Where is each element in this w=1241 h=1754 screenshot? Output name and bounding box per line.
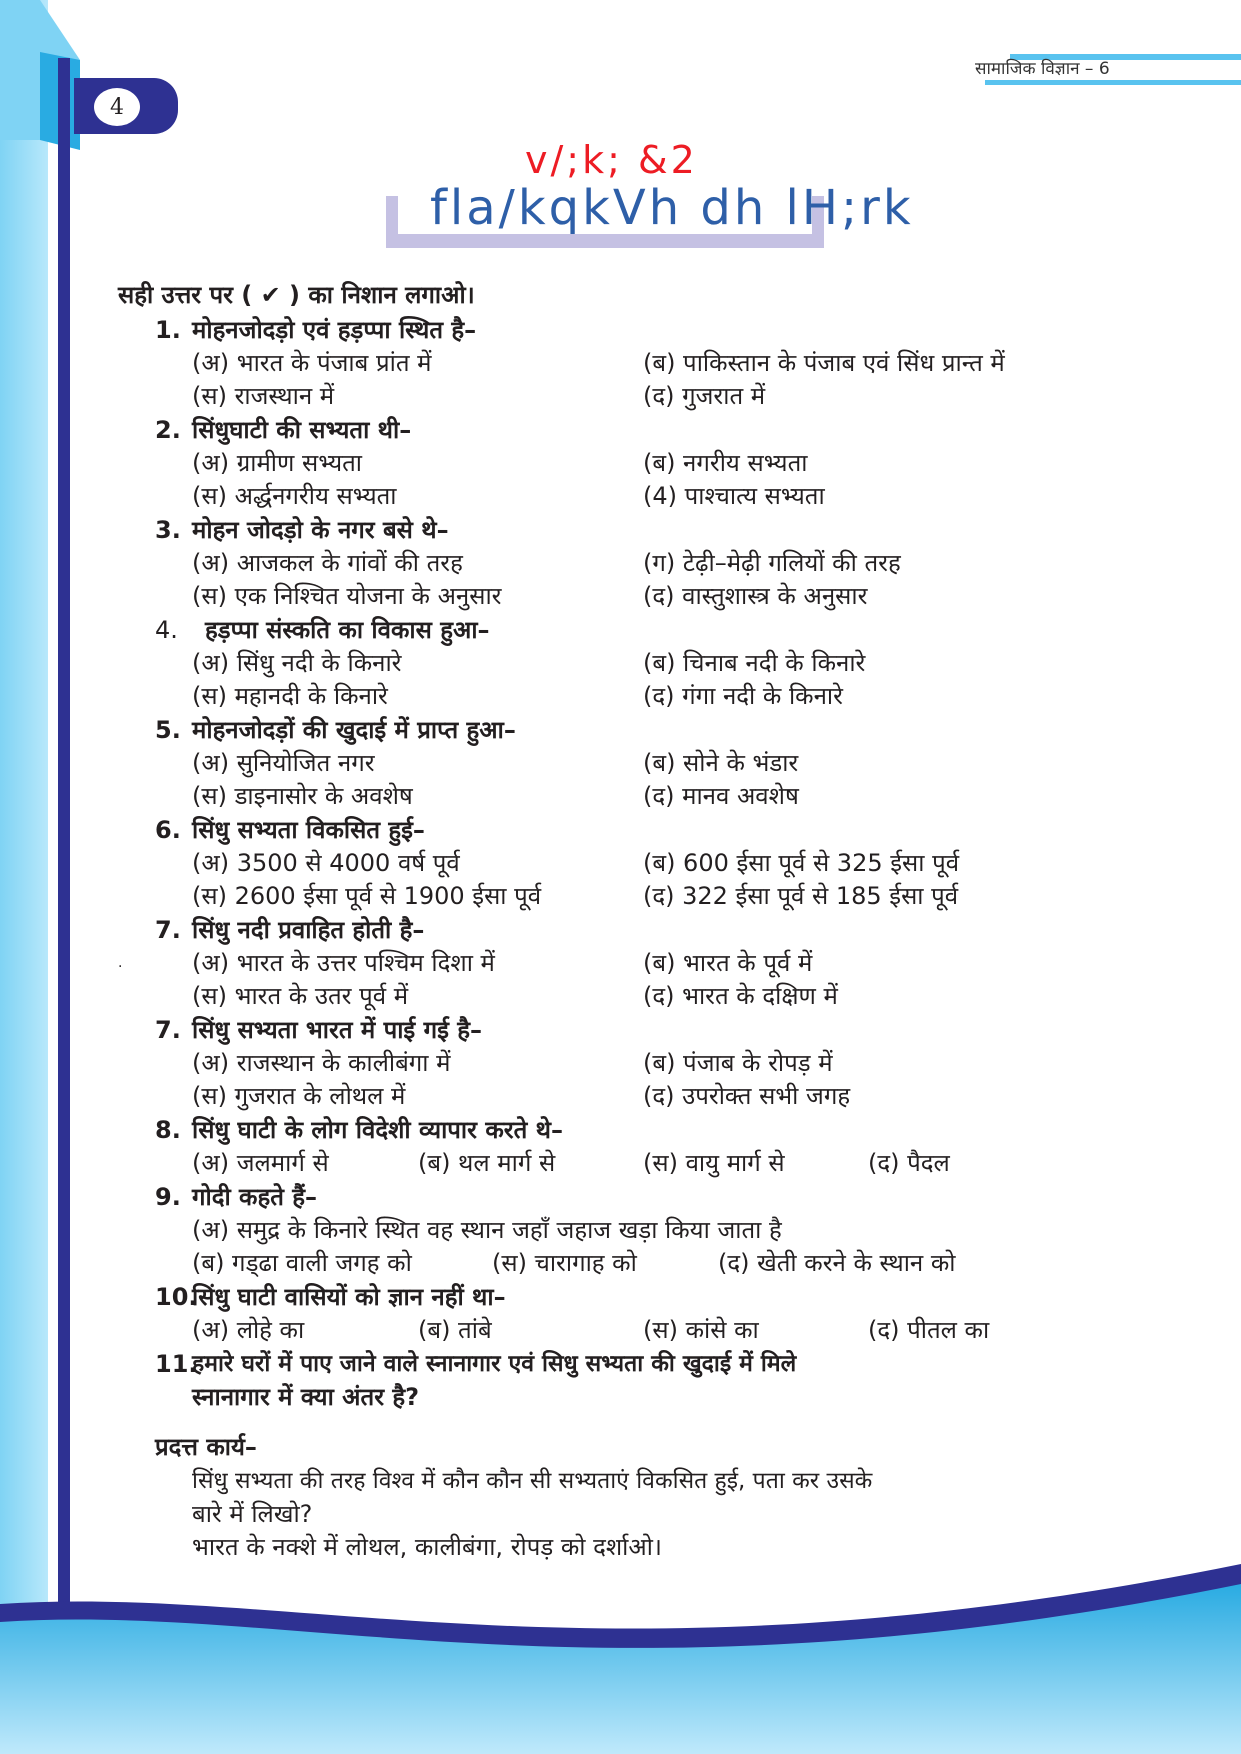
subject-label: सामाजिक विज्ञान – 6	[975, 59, 1110, 79]
question-number: 10.	[155, 1283, 198, 1311]
question-number: 4.	[155, 616, 178, 644]
option: (द) गंगा नदी के किनारे	[643, 682, 843, 710]
option: (अ) समुद्र के किनारे स्थित वह स्थान जहाँ जहाज खड़ा किया जाता है	[192, 1216, 782, 1244]
option: (अ) भारत के उत्तर पश्चिम दिशा में	[192, 949, 495, 977]
option: (अ) लोहे का	[192, 1316, 305, 1344]
question-text: हमारे घरों में पाए जाने वाले स्नानागार एवं सिधु सभ्यता की खुदाई में मिले	[192, 1351, 797, 1377]
question-number: 9.	[155, 1183, 181, 1211]
left-navy-bar	[58, 58, 70, 1618]
question-number: 2.	[155, 416, 181, 444]
option: (ब) पंजाब के रोपड़ में	[643, 1049, 833, 1077]
option: (द) भारत के दक्षिण में	[643, 982, 838, 1010]
option: (ब) 600 ईसा पूर्व से 325 ईसा पूर्व	[643, 849, 960, 877]
project-text: सिंधु सभ्यता की तरह विश्व में कौन कौन सी सभ्यताएं विकसित हुई, पता कर उसके	[192, 1468, 873, 1494]
question-text-cont: स्नानागार में क्या अंतर है?	[192, 1383, 420, 1411]
option: (द) पैदल	[868, 1149, 950, 1177]
option: (ब) थल मार्ग से	[418, 1149, 556, 1177]
option: (स) महानदी के किनारे	[192, 682, 388, 710]
option: (ब) सोने के भंडार	[643, 749, 799, 777]
chapter-number: v/;k; &2	[525, 138, 698, 182]
option: (ब) पाकिस्तान के पंजाब एवं सिंध प्रान्त में	[643, 349, 1005, 377]
left-decorative-band	[0, 0, 48, 1754]
option: (अ) भारत के पंजाब प्रांत में	[192, 349, 432, 377]
option: (अ) जलमार्ग से	[192, 1149, 329, 1177]
question-number: 1.	[155, 316, 181, 344]
question-text: सिंधुघाटी की सभ्यता थी–	[192, 416, 412, 444]
option: (ब) नगरीय सभ्यता	[643, 449, 808, 477]
option: (स) राजस्थान में	[192, 382, 335, 410]
option: (स) गुजरात के लोथल में	[192, 1082, 406, 1110]
option: (स) एक निश्चित योजना के अनुसार	[192, 582, 502, 610]
option: (अ) ग्रामीण सभ्यता	[192, 449, 363, 477]
project-text: भारत के नक्शे में लोथल, कालीबंगा, रोपड़ को दर्शाओ।	[192, 1533, 663, 1561]
option: (स) 2600 ईसा पूर्व से 1900 ईसा पूर्व	[192, 882, 542, 910]
option: (द) खेती करने के स्थान को	[718, 1249, 956, 1277]
option: (ब) तांबे	[418, 1316, 492, 1344]
option: (द) गुजरात में	[643, 382, 766, 410]
option: (द) उपरोक्त सभी जगह	[643, 1082, 851, 1110]
page-number: 4	[94, 88, 140, 126]
question-text: मोहनजोदड़ों की खुदाई में प्राप्त हुआ–	[192, 716, 516, 744]
chapter-title: fla/kqkVh dh lH;rk	[430, 180, 914, 236]
option: (अ) राजस्थान के कालीबंगा में	[192, 1049, 451, 1077]
instruction-heading: सही उत्तर पर ( ✔ ) का निशान लगाओ।	[118, 281, 475, 309]
question-text: सिंधु नदी प्रवाहित होती है–	[192, 916, 425, 944]
question-number: 7.	[155, 1016, 181, 1044]
question-number: 8.	[155, 1116, 181, 1144]
stray-dot: .	[118, 955, 123, 971]
question-number: 3.	[155, 516, 181, 544]
option: (द) 322 ईसा पूर्व से 185 ईसा पूर्व	[643, 882, 959, 910]
option: (ब) भारत के पूर्व में	[643, 949, 813, 977]
question-text: सिंधु घाटी के लोग विदेशी व्यापार करते थे–	[192, 1116, 563, 1144]
option: (स) भारत के उतर पूर्व में	[192, 982, 409, 1010]
option: (स) डाइनासोर के अवशेष	[192, 782, 413, 810]
question-number: 11.	[155, 1350, 198, 1378]
option: (4) पाश्चात्य सभ्यता	[643, 482, 825, 510]
question-number: 7.	[155, 916, 181, 944]
header-rule-bottom	[985, 80, 1241, 85]
question-text: मोहन जोदड़ो के नगर बसे थे–	[192, 516, 449, 544]
question-number: 5.	[155, 716, 181, 744]
option: (अ) आजकल के गांवों की तरह	[192, 549, 463, 577]
option: (ब) चिनाब नदी के किनारे	[643, 649, 866, 677]
question-text: मोहनजोदड़ो एवं हड़प्पा स्थित है–	[192, 316, 477, 344]
project-text: बारे में लिखो?	[192, 1500, 313, 1528]
question-text: हड़प्पा संस्कति का विकास हुआ–	[205, 616, 490, 644]
question-text: सिंधु घाटी वासियों को ज्ञान नहीं था–	[192, 1283, 506, 1311]
option: (द) मानव अवशेष	[643, 782, 799, 810]
option: (ब) गड्‌ढा वाली जगह को	[192, 1249, 412, 1277]
option: (अ) सिंधु नदी के किनारे	[192, 649, 402, 677]
footer-wave-graphic	[0, 1554, 1241, 1754]
option: (स) कांसे का	[643, 1316, 759, 1344]
project-heading: प्रदत्त कार्य–	[155, 1433, 257, 1461]
option: (अ) सुनियोजित नगर	[192, 749, 375, 777]
option: (द) वास्तुशास्त्र के अनुसार	[643, 582, 868, 610]
question-text: सिंधु सभ्यता भारत में पाई गई है–	[192, 1016, 482, 1044]
option: (ग) टेढ़ी–मेढ़ी गलियों की तरह	[643, 549, 901, 577]
question-text: गोदी कहते हैं–	[192, 1183, 317, 1211]
option: (स) चारागाह को	[492, 1249, 637, 1277]
option: (स) वायु मार्ग से	[643, 1149, 785, 1177]
option: (अ) 3500 से 4000 वर्ष पूर्व	[192, 849, 460, 877]
option: (स) अर्द्धनगरीय सभ्यता	[192, 482, 397, 510]
option: (द) पीतल का	[868, 1316, 990, 1344]
question-number: 6.	[155, 816, 181, 844]
question-text: सिंधु सभ्यता विकसित हुई–	[192, 816, 425, 844]
